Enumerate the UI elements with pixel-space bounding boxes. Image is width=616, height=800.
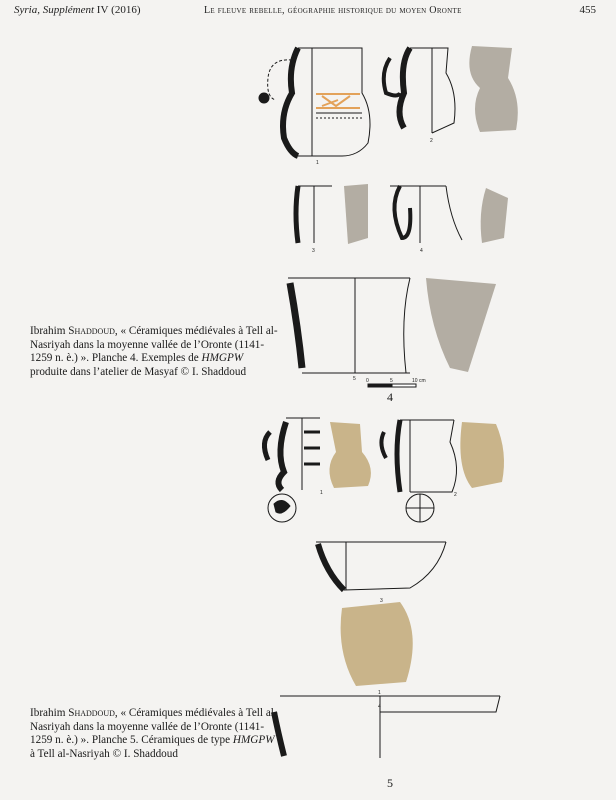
item-number-2: 2 bbox=[430, 138, 433, 144]
p5-item-number-4: 4 bbox=[378, 704, 381, 710]
scale-tick-0: 0 bbox=[366, 378, 369, 384]
item-number-1: 1 bbox=[316, 160, 319, 166]
sherd-photo-5 bbox=[426, 278, 496, 372]
vessel-4-drawing bbox=[390, 186, 462, 243]
jug-photo-1 bbox=[469, 46, 517, 132]
plate-5-caption: Ibrahim Shaddoud, « Céramiques médiévales à Tell al-Nasriyah dans la moyenne vallée de l’Oronte (1141-1259 n. è.) ». Planche 5. Céramiques de type HMGPW à Tell al-Nasriyah © I. Shaddoud bbox=[30, 707, 278, 760]
vessel-2-drawing bbox=[381, 420, 456, 522]
jug-photo-5-1 bbox=[329, 422, 370, 488]
p5-item-number-3: 3 bbox=[380, 598, 383, 604]
jug-1-drawing bbox=[259, 48, 370, 156]
sherd-photo-3 bbox=[344, 184, 368, 244]
item-number-3: 3 bbox=[312, 248, 315, 254]
sherd-photo-4 bbox=[481, 188, 508, 243]
vessel-5-drawing bbox=[288, 278, 410, 373]
vessel-3-drawing bbox=[296, 186, 332, 243]
page-number: 455 bbox=[579, 4, 596, 16]
plate-4-figure bbox=[250, 38, 550, 408]
plate-5-label: 5 bbox=[387, 776, 393, 790]
p5-item-number-1: 1 bbox=[320, 490, 323, 496]
vessel-1-drawing bbox=[264, 418, 320, 522]
item-number-5: 5 bbox=[353, 376, 356, 382]
item-number-4: 4 bbox=[420, 248, 423, 254]
vessel-4-drawing bbox=[274, 696, 500, 758]
plate-4-caption: Ibrahim Shaddoud, « Céramiques médiévales à Tell al-Nasriyah dans la moyenne vallée de l’Oronte (1141-1259 n. è.) ». Planche 4. Exemples de HMGPW produite dans l’atelier de Masyaf © I. Shaddoud bbox=[30, 325, 278, 378]
p5-item-number-1b: 1 bbox=[378, 690, 381, 696]
plate-4-label: 4 bbox=[387, 390, 393, 404]
scale-bar bbox=[368, 384, 416, 387]
jug-photo-5-2 bbox=[460, 422, 504, 488]
p5-item-number-2: 2 bbox=[454, 492, 457, 498]
sherd-photo-5-4 bbox=[341, 602, 413, 686]
running-title: Le fleuve rebelle, géographie historique du moyen Oronte bbox=[204, 5, 462, 16]
scale-tick-10: 10 cm bbox=[412, 378, 426, 384]
journal-name: Syria, Supplément IV (2016) bbox=[14, 4, 141, 16]
running-header bbox=[14, 4, 602, 18]
plate-5-figure bbox=[250, 412, 550, 762]
vessel-3-drawing bbox=[316, 542, 446, 590]
scale-tick-5: 5 bbox=[390, 378, 393, 384]
jug-2-drawing bbox=[384, 48, 455, 133]
